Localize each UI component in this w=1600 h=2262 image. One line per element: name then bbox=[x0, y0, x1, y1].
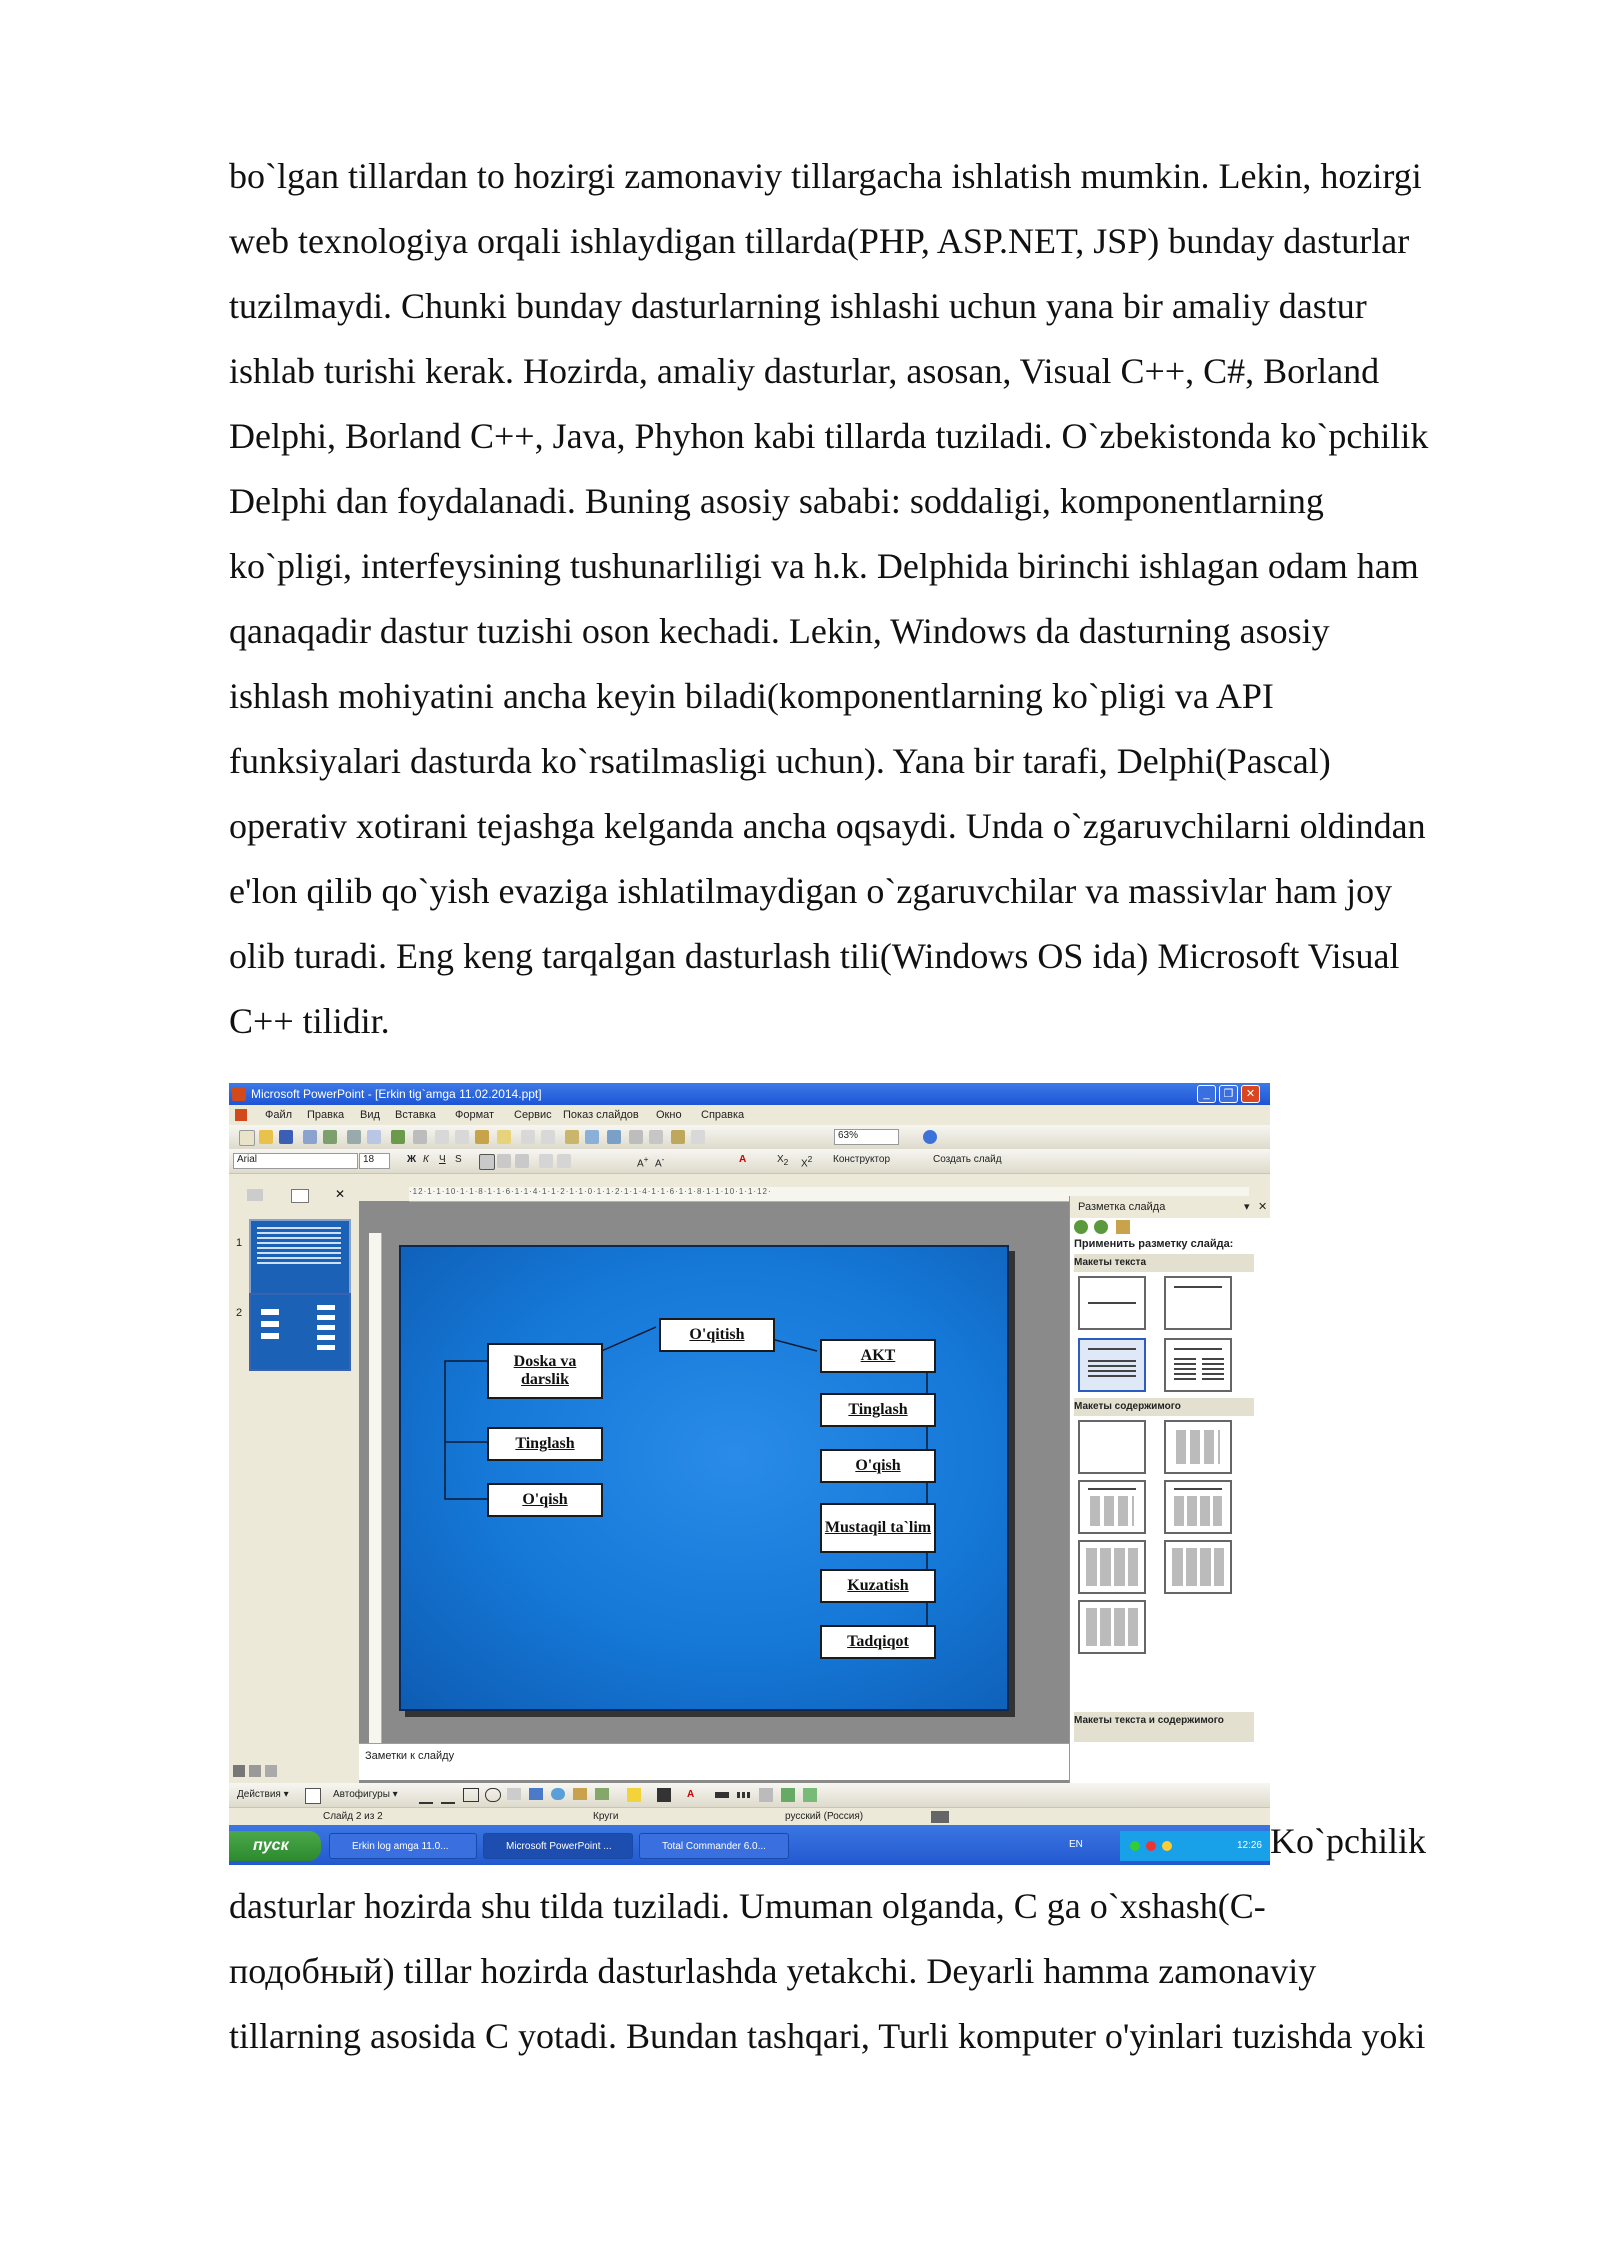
line-style-icon[interactable] bbox=[715, 1792, 729, 1798]
bold-button[interactable]: Ж bbox=[407, 1154, 417, 1165]
font-color-icon[interactable]: A bbox=[739, 1154, 747, 1165]
email-icon[interactable] bbox=[323, 1130, 337, 1144]
superscript-button[interactable]: $X^2$ bbox=[801, 1154, 813, 1170]
sorter-view-icon[interactable] bbox=[249, 1765, 261, 1777]
bullets-icon[interactable] bbox=[557, 1154, 571, 1168]
formatting-toolbar bbox=[229, 1149, 1270, 1174]
diagram-icon[interactable] bbox=[551, 1788, 565, 1800]
taskbar-item[interactable]: Erkin log amga 11.0... bbox=[329, 1833, 477, 1859]
task-pane-nav bbox=[1074, 1220, 1134, 1234]
start-button[interactable]: пуск bbox=[229, 1831, 321, 1861]
menu-item[interactable]: Файл bbox=[265, 1109, 293, 1121]
paste-icon[interactable] bbox=[475, 1130, 489, 1144]
slideshow-icon[interactable] bbox=[265, 1765, 277, 1777]
notes-placeholder: Заметки к слайду bbox=[365, 1750, 455, 1762]
horizontal-ruler: ·12·1·1·10·1·1·8·1·1·6·1·1·4·1·1·2·1·1·0·1·1·2·1·1·4·1·1·6·1·1·8·1·1·10·1·1·12· bbox=[409, 1187, 1249, 1202]
home-icon[interactable] bbox=[1116, 1220, 1130, 1234]
wordart-icon[interactable] bbox=[529, 1788, 543, 1800]
spelling-status-icon bbox=[931, 1811, 949, 1823]
menu-item[interactable]: Справка bbox=[701, 1109, 745, 1121]
new-icon[interactable] bbox=[239, 1130, 255, 1146]
draw-actions-menu[interactable]: Действия ▾ bbox=[237, 1789, 289, 1800]
layout-content-four[interactable] bbox=[1164, 1540, 1232, 1594]
slide-thumbnail-1[interactable] bbox=[249, 1219, 351, 1297]
tables-borders-icon[interactable] bbox=[607, 1130, 621, 1144]
menu-item[interactable]: Показ слайдов bbox=[563, 1109, 639, 1121]
menu-item[interactable]: Правка bbox=[307, 1109, 345, 1121]
powerpoint-screenshot bbox=[229, 1083, 1270, 1865]
tray-icon[interactable] bbox=[1162, 1841, 1172, 1851]
line-icon[interactable] bbox=[419, 1788, 433, 1804]
slide-number: 1 bbox=[236, 1237, 243, 1249]
table-icon[interactable] bbox=[585, 1130, 599, 1144]
task-pane-menu-icon[interactable]: ▾ bbox=[1244, 1201, 1250, 1213]
select-objects-icon[interactable] bbox=[305, 1788, 321, 1804]
chart-icon[interactable] bbox=[565, 1130, 579, 1144]
notes-pane[interactable] bbox=[359, 1743, 1069, 1780]
restore-icon[interactable]: ❐ bbox=[1219, 1085, 1238, 1103]
open-icon[interactable] bbox=[259, 1130, 273, 1144]
underline-button[interactable]: Ч bbox=[439, 1154, 446, 1165]
menu-item[interactable]: Вставка bbox=[395, 1109, 436, 1121]
paragraph-line: tuzilmaydi. Chunki bunday dasturlarning ishlashi uchun yana bir amaliy dastur bbox=[229, 286, 1367, 326]
diagram-box-top: O'qitish bbox=[659, 1318, 775, 1352]
format-painter-icon[interactable] bbox=[497, 1130, 511, 1144]
paragraph-line: qanaqadir dastur tuzishi oson kechadi. Lekin, Windows da dasturning asosiy bbox=[229, 611, 1330, 651]
paragraph-line: funksiyalari dasturda ko`rsatilmasligi uchun). Yana bir tarafi, Delphi(Pascal) bbox=[229, 741, 1331, 781]
diagram-box-left: O'qish bbox=[487, 1483, 603, 1517]
paragraph-line: web texnologiya orqali ishlaydigan tillarda(PHP, ASP.NET, JSP) bunday dasturlar bbox=[229, 221, 1410, 261]
diagram-box-right: Kuzatish bbox=[820, 1569, 936, 1603]
italic-button[interactable]: К bbox=[423, 1154, 429, 1165]
cut-icon[interactable] bbox=[435, 1130, 449, 1144]
diagram-box-right: Tinglash bbox=[820, 1393, 936, 1427]
forward-icon[interactable] bbox=[1094, 1220, 1108, 1234]
paragraph-line: ishlab turishi kerak. Hozirda, amaliy dasturlar, asosan, Visual C++, C#, Borland bbox=[229, 351, 1380, 391]
redo-icon[interactable] bbox=[541, 1130, 555, 1144]
slide-canvas[interactable] bbox=[399, 1245, 1009, 1711]
minimize-icon[interactable]: _ bbox=[1197, 1085, 1216, 1103]
increase-font-button[interactable]: A+ bbox=[637, 1154, 649, 1170]
tray-icon[interactable] bbox=[1146, 1841, 1156, 1851]
layout-section-header: Макеты содержимого bbox=[1074, 1398, 1254, 1416]
paragraph-line: C++ tilidir. bbox=[229, 1001, 390, 1041]
system-tray bbox=[1120, 1831, 1270, 1861]
expand-icon[interactable] bbox=[629, 1130, 643, 1144]
slide-thumbnail-2[interactable] bbox=[249, 1293, 351, 1371]
slides-tab-icon[interactable] bbox=[291, 1189, 309, 1203]
subscript-button[interactable]: $X_2$ bbox=[777, 1154, 789, 1167]
layout-section-header: Макеты текста bbox=[1074, 1254, 1254, 1272]
menu-item[interactable]: Формат bbox=[455, 1109, 495, 1121]
layout-blank[interactable] bbox=[1078, 1420, 1146, 1474]
paragraph-line: подобный) tillar hozirda dasturlashda yetakchi. Deyarli hamma zamonaviy bbox=[229, 1951, 1317, 1991]
picture-icon[interactable] bbox=[595, 1788, 609, 1800]
layout-section-header: Макеты текста и содержимого bbox=[1074, 1712, 1254, 1742]
view-buttons bbox=[229, 1763, 289, 1781]
layout-content[interactable] bbox=[1164, 1420, 1232, 1474]
normal-view-icon[interactable] bbox=[233, 1765, 245, 1777]
diagram-box-left: Tinglash bbox=[487, 1427, 603, 1461]
layout-title-two-content[interactable] bbox=[1164, 1480, 1232, 1534]
paragraph-line: Delphi, Borland C++, Java, Phyhon kabi tillarda tuziladi. O`zbekistonda ko`pchilik bbox=[229, 416, 1429, 456]
language-indicator[interactable]: EN bbox=[1069, 1839, 1083, 1850]
color-grayscale-icon[interactable] bbox=[691, 1130, 705, 1144]
3d-style-icon[interactable] bbox=[803, 1788, 817, 1802]
paragraph-line: bo`lgan tillardan to hozirgi zamonaviy tillargacha ishlatish mumkin. Lekin, hozirgi bbox=[229, 156, 1422, 196]
windows-taskbar bbox=[229, 1825, 1270, 1865]
save-icon[interactable] bbox=[279, 1130, 293, 1144]
spelling-icon[interactable] bbox=[391, 1130, 405, 1144]
diagram-box-right: AKT bbox=[820, 1339, 936, 1373]
status-language: русский (Россия) bbox=[785, 1811, 864, 1822]
textbox-icon[interactable] bbox=[507, 1788, 521, 1800]
layout-title-slide[interactable] bbox=[1078, 1276, 1146, 1330]
paragraph-line: operativ xotirani tejashga kelganda ancha oqsaydi. Unda o`zgaruvchilarni oldindan bbox=[229, 806, 1426, 846]
menu-item[interactable]: Вид bbox=[360, 1109, 380, 1121]
menu-item[interactable]: Окно bbox=[656, 1109, 682, 1121]
paragraph-line: dasturlar hozirda shu tilda tuziladi. Umuman olganda, C ga o`xshash(C- bbox=[229, 1886, 1266, 1926]
undo-icon[interactable] bbox=[521, 1130, 535, 1144]
drawing-toolbar bbox=[229, 1783, 1270, 1807]
layout-four-content[interactable] bbox=[1078, 1540, 1146, 1594]
align-center-icon[interactable] bbox=[497, 1154, 511, 1168]
paragraph-line: tillarning asosida C yotadi. Bundan tashqari, Turli komputer o'yinlari tuzishda yoki bbox=[229, 2016, 1426, 2056]
paragraph-line: olib turadi. Eng keng tarqalgan dasturlash tili(Windows OS ida) Microsoft Visual bbox=[229, 936, 1400, 976]
status-design: Круги bbox=[593, 1811, 619, 1822]
layout-two-columns[interactable] bbox=[1164, 1338, 1232, 1392]
task-pane-title: Разметка слайда bbox=[1078, 1201, 1166, 1213]
diagram-box-right: O'qish bbox=[820, 1449, 936, 1483]
window-title: Microsoft PowerPoint - [Erkin tig`amga 11.02.2014.ppt] bbox=[251, 1087, 542, 1101]
fill-color-icon[interactable] bbox=[627, 1788, 641, 1802]
diagram-box-left: Doska va darslik bbox=[487, 1343, 603, 1399]
formatting-icon[interactable] bbox=[649, 1130, 663, 1144]
research-icon[interactable] bbox=[413, 1130, 427, 1144]
new-slide-button[interactable]: Создать слайд bbox=[933, 1154, 1002, 1165]
paragraph-line: e'lon qilib qo`yish evaziga ishlatilmaydigan o`zgaruvchilar va massivlar ham joy bbox=[229, 871, 1393, 911]
task-pane-header bbox=[1070, 1196, 1270, 1218]
slide-number: 2 bbox=[236, 1307, 243, 1319]
close-pane-icon[interactable]: ✕ bbox=[335, 1187, 346, 1201]
taskbar-item[interactable]: Microsoft PowerPoint ... bbox=[483, 1833, 633, 1859]
arrow-style-icon[interactable] bbox=[759, 1788, 773, 1802]
permission-icon[interactable] bbox=[303, 1130, 317, 1144]
vertical-ruler bbox=[369, 1233, 382, 1753]
help-icon[interactable] bbox=[923, 1130, 937, 1144]
menu-bar bbox=[229, 1105, 1270, 1125]
autoshapes-menu[interactable]: Автофигуры ▾ bbox=[333, 1789, 398, 1800]
doc-icon bbox=[235, 1109, 247, 1121]
layout-title-content[interactable] bbox=[1078, 1480, 1146, 1534]
font-color-draw-icon[interactable]: A bbox=[687, 1789, 695, 1800]
paragraph-line: ishlash mohiyatini ancha keyin biladi(komponentlarning ko`pligi va API bbox=[229, 676, 1274, 716]
shadow-style-icon[interactable] bbox=[781, 1788, 795, 1802]
window-titlebar bbox=[229, 1083, 1270, 1105]
apply-layout-label: Применить разметку слайда: bbox=[1074, 1238, 1234, 1250]
layout-title-text[interactable] bbox=[1078, 1338, 1146, 1392]
dash-style-icon[interactable] bbox=[737, 1792, 751, 1798]
line-color-icon[interactable] bbox=[657, 1788, 671, 1802]
slide-thumbnails bbox=[229, 1205, 359, 1845]
layout-four-content-alt[interactable] bbox=[1078, 1600, 1146, 1654]
copy-icon[interactable] bbox=[455, 1130, 469, 1144]
design-button[interactable]: Конструктор bbox=[833, 1154, 891, 1165]
outline-tab-icon[interactable] bbox=[247, 1189, 263, 1201]
outline-slides-tabs bbox=[229, 1187, 359, 1205]
paragraph-line: Ko`pchilik bbox=[1270, 1821, 1426, 1861]
status-bar bbox=[229, 1807, 1270, 1826]
font-size-select[interactable]: 18 bbox=[359, 1153, 390, 1169]
powerpoint-app-icon bbox=[232, 1087, 246, 1101]
zoom-select[interactable]: 63% bbox=[834, 1129, 899, 1145]
paragraph-line: Delphi dan foydalanadi. Buning asosiy sababi: soddaligi, komponentlarning bbox=[229, 481, 1324, 521]
align-right-icon[interactable] bbox=[515, 1154, 529, 1168]
rectangle-icon[interactable] bbox=[463, 1788, 479, 1802]
grid-icon[interactable] bbox=[671, 1130, 685, 1144]
taskbar-item[interactable]: Total Commander 6.0... bbox=[639, 1833, 789, 1859]
align-left-icon[interactable] bbox=[479, 1154, 495, 1170]
slide-layout-task-pane bbox=[1069, 1196, 1270, 1846]
menu-item[interactable]: Сервис bbox=[514, 1109, 552, 1121]
paragraph-line: ko`pligi, interfeysining tushunarliligi va h.k. Delphida birinchi ishlagan odam ham bbox=[229, 546, 1419, 586]
print-icon[interactable] bbox=[347, 1130, 361, 1144]
preview-icon[interactable] bbox=[367, 1130, 381, 1144]
diagram-box-right: Mustaqil ta`lim bbox=[820, 1503, 936, 1553]
close-icon[interactable]: ✕ bbox=[1241, 1085, 1260, 1103]
layout-title-only[interactable] bbox=[1164, 1276, 1232, 1330]
task-pane-close-icon[interactable]: ✕ bbox=[1258, 1201, 1268, 1213]
diagram-box-right: Tadqiqot bbox=[820, 1625, 936, 1659]
font-name-select[interactable]: Arial bbox=[233, 1153, 358, 1169]
clipart-icon[interactable] bbox=[573, 1788, 587, 1800]
tray-icon[interactable] bbox=[1130, 1841, 1140, 1851]
clock: 12:26 bbox=[1236, 1840, 1262, 1851]
standard-toolbar bbox=[229, 1125, 1270, 1150]
decrease-font-button[interactable]: A- bbox=[655, 1154, 665, 1170]
arrow-icon[interactable] bbox=[441, 1788, 455, 1804]
numbering-icon[interactable] bbox=[539, 1154, 553, 1168]
status-slide-count: Слайд 2 из 2 bbox=[323, 1811, 383, 1822]
shadow-button[interactable]: S bbox=[455, 1154, 462, 1165]
oval-icon[interactable] bbox=[485, 1788, 501, 1802]
back-icon[interactable] bbox=[1074, 1220, 1088, 1234]
